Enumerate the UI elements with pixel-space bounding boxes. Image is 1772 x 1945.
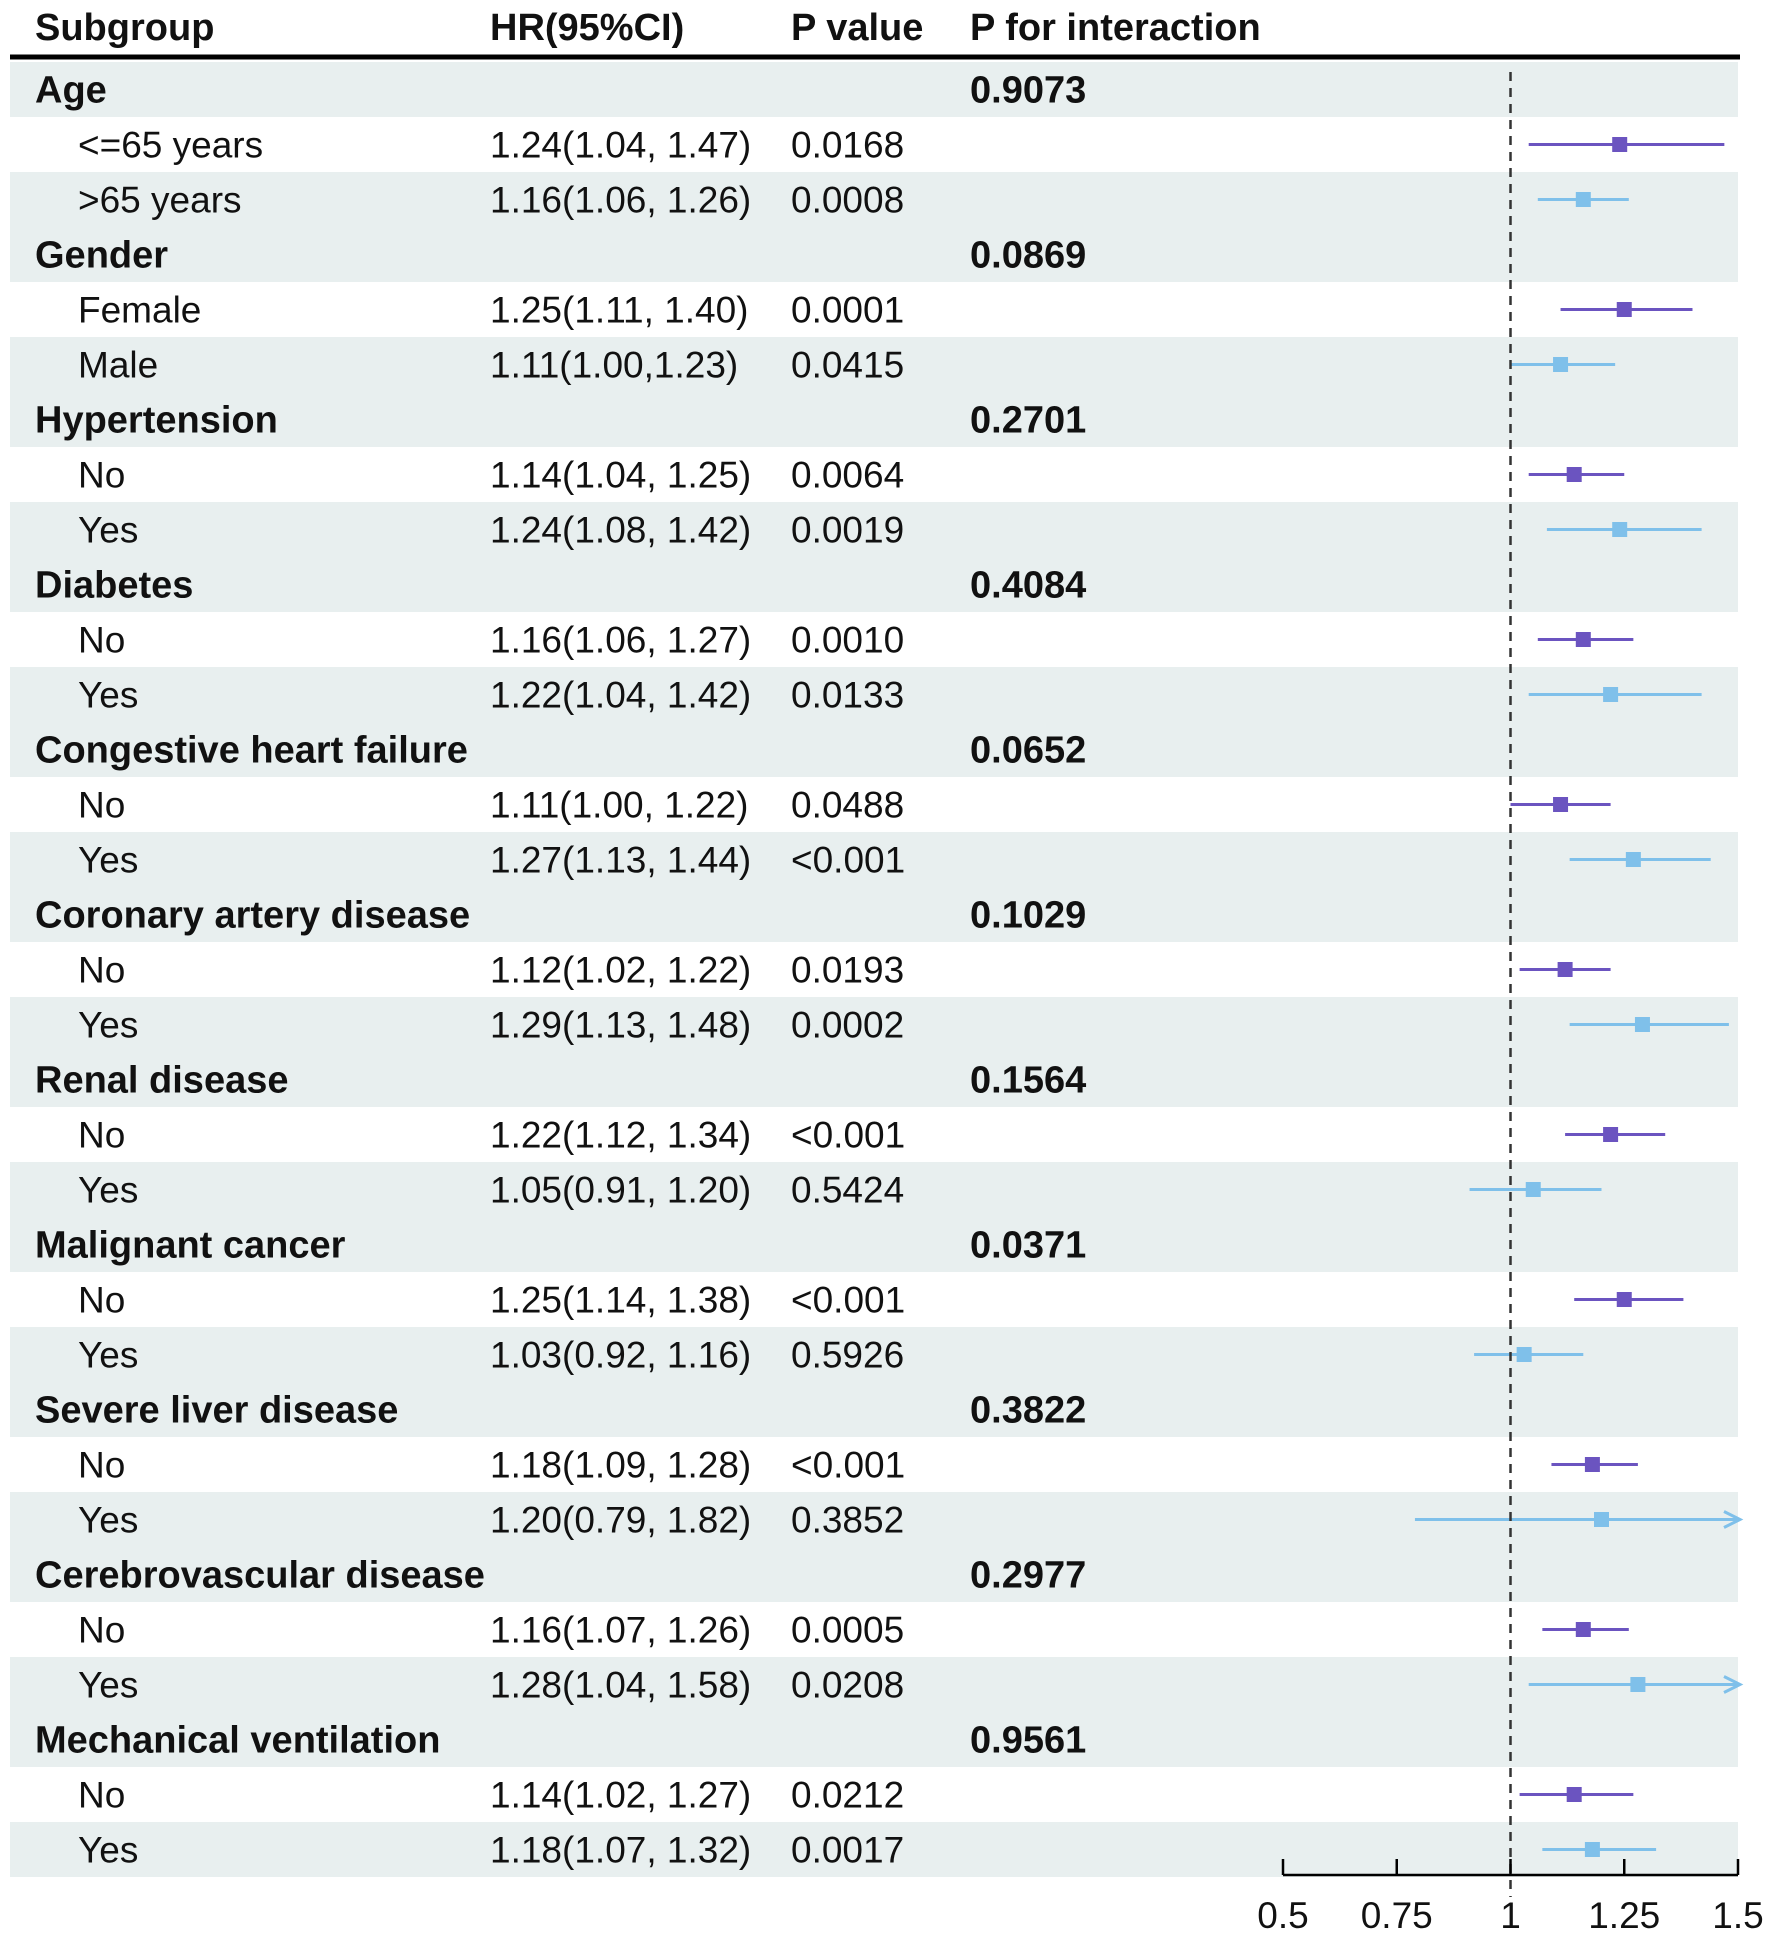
- subgroup-label: No: [78, 949, 126, 991]
- p-value: 0.0005: [791, 1609, 905, 1651]
- hr-ci-value: 1.03(0.92, 1.16): [490, 1334, 752, 1376]
- hr-point: [1617, 302, 1632, 317]
- hr-point: [1576, 192, 1591, 207]
- group-label: Severe liver disease: [35, 1389, 399, 1432]
- hr-ci-value: 1.27(1.13, 1.44): [490, 839, 752, 881]
- hr-ci-value: 1.14(1.02, 1.27): [490, 1774, 752, 1816]
- hr-ci-value: 1.25(1.11, 1.40): [490, 289, 749, 331]
- group-p-interaction: 0.9073: [970, 69, 1087, 112]
- p-value: <0.001: [791, 1444, 906, 1486]
- header-p-interaction: P for interaction: [970, 7, 1261, 49]
- group-label: Malignant cancer: [35, 1224, 346, 1267]
- hr-point: [1612, 522, 1627, 537]
- hr-point: [1612, 137, 1627, 152]
- p-value: 0.0168: [791, 124, 905, 166]
- p-value: <0.001: [791, 1279, 906, 1321]
- hr-point: [1617, 1292, 1632, 1307]
- subgroup-label: Female: [78, 289, 202, 331]
- hr-point: [1603, 1127, 1618, 1142]
- hr-ci-value: 1.29(1.13, 1.48): [490, 1004, 752, 1046]
- hr-point: [1553, 357, 1568, 372]
- x-tick-label: 1: [1500, 1895, 1521, 1936]
- group-row-bg: [10, 62, 1738, 117]
- p-value: 0.0415: [791, 344, 905, 386]
- subgroup-label: No: [78, 1444, 126, 1486]
- hr-point: [1567, 1787, 1582, 1802]
- subgroup-label: Yes: [78, 674, 139, 716]
- group-p-interaction: 0.3822: [970, 1389, 1087, 1432]
- hr-ci-value: 1.22(1.04, 1.42): [490, 674, 752, 716]
- group-label: Mechanical ventilation: [35, 1719, 441, 1762]
- hr-point: [1585, 1457, 1600, 1472]
- hr-ci-value: 1.16(1.06, 1.27): [490, 619, 752, 661]
- hr-point: [1576, 632, 1591, 647]
- group-label: Cerebrovascular disease: [35, 1554, 485, 1597]
- hr-point: [1517, 1347, 1532, 1362]
- hr-ci-value: 1.16(1.06, 1.26): [490, 179, 752, 221]
- p-value: 0.3852: [791, 1499, 905, 1541]
- table-header: [10, 7, 1740, 57]
- subgroup-label: Yes: [78, 839, 139, 881]
- p-value: 0.0212: [791, 1774, 905, 1816]
- hr-ci-value: 1.22(1.12, 1.34): [490, 1114, 752, 1156]
- p-value: 0.0019: [791, 509, 905, 551]
- subgroup-label: No: [78, 784, 126, 826]
- subgroup-label: Male: [78, 344, 159, 386]
- hr-point: [1626, 852, 1641, 867]
- p-value: 0.0008: [791, 179, 905, 221]
- hr-point: [1635, 1017, 1650, 1032]
- group-label: Age: [35, 69, 107, 112]
- subgroup-label: >65 years: [78, 179, 242, 221]
- group-p-interaction: 0.0371: [970, 1224, 1087, 1267]
- hr-ci-value: 1.12(1.02, 1.22): [490, 949, 752, 991]
- p-value: 0.0001: [791, 289, 905, 331]
- p-value: <0.001: [791, 839, 906, 881]
- x-tick-label: 1.25: [1588, 1895, 1661, 1936]
- subgroup-label: No: [78, 1279, 126, 1321]
- subgroup-label: Yes: [78, 1004, 139, 1046]
- hr-point: [1594, 1512, 1609, 1527]
- subgroup-label: No: [78, 1114, 126, 1156]
- hr-ci-value: 1.25(1.14, 1.38): [490, 1279, 752, 1321]
- group-label: Diabetes: [35, 564, 194, 607]
- hr-ci-value: 1.28(1.04, 1.58): [490, 1664, 752, 1706]
- hr-ci-value: 1.11(1.00, 1.22): [490, 784, 749, 826]
- group-label: Renal disease: [35, 1059, 289, 1102]
- hr-ci-value: 1.24(1.08, 1.42): [490, 509, 752, 551]
- group-label: Gender: [35, 234, 169, 277]
- group-label: Coronary artery disease: [35, 894, 471, 937]
- p-value: 0.5926: [791, 1334, 905, 1376]
- group-label: Congestive heart failure: [35, 729, 468, 772]
- group-label: Hypertension: [35, 399, 278, 442]
- hr-ci-value: 1.20(0.79, 1.82): [490, 1499, 752, 1541]
- p-value: 0.0193: [791, 949, 905, 991]
- hr-ci-value: 1.16(1.07, 1.26): [490, 1609, 752, 1651]
- hr-ci-value: 1.05(0.91, 1.20): [490, 1169, 752, 1211]
- subgroup-label: No: [78, 454, 126, 496]
- subgroup-label: Yes: [78, 1499, 139, 1541]
- subgroup-label: Yes: [78, 509, 139, 551]
- hr-point: [1553, 797, 1568, 812]
- p-value: 0.5424: [791, 1169, 905, 1211]
- subgroup-label: Yes: [78, 1169, 139, 1211]
- x-tick-label: 1.5: [1712, 1895, 1764, 1936]
- header-subgroup: Subgroup: [35, 7, 215, 49]
- hr-point: [1567, 467, 1582, 482]
- hr-ci-value: 1.18(1.07, 1.32): [490, 1829, 752, 1871]
- p-value: <0.001: [791, 1114, 906, 1156]
- header-hr: HR(95%CI): [490, 7, 685, 49]
- group-p-interaction: 0.1029: [970, 894, 1087, 937]
- p-value: 0.0017: [791, 1829, 905, 1871]
- group-row-bg: [10, 557, 1738, 612]
- p-value: 0.0208: [791, 1664, 905, 1706]
- group-p-interaction: 0.1564: [970, 1059, 1087, 1102]
- group-p-interaction: 0.0869: [970, 234, 1087, 277]
- hr-ci-value: 1.14(1.04, 1.25): [490, 454, 752, 496]
- p-value: 0.0002: [791, 1004, 905, 1046]
- x-tick-label: 0.5: [1257, 1895, 1309, 1936]
- hr-point: [1603, 687, 1618, 702]
- hr-point: [1576, 1622, 1591, 1637]
- hr-ci-value: 1.11(1.00,1.23): [490, 344, 739, 386]
- p-value: 0.0064: [791, 454, 905, 496]
- hr-ci-value: 1.18(1.09, 1.28): [490, 1444, 752, 1486]
- group-p-interaction: 0.2701: [970, 399, 1087, 442]
- subgroup-label: Yes: [78, 1334, 139, 1376]
- group-p-interaction: 0.4084: [970, 564, 1087, 607]
- group-p-interaction: 0.0652: [970, 729, 1087, 772]
- hr-point: [1558, 962, 1573, 977]
- hr-ci-value: 1.24(1.04, 1.47): [490, 124, 752, 166]
- hr-point: [1585, 1842, 1600, 1857]
- group-p-interaction: 0.9561: [970, 1719, 1087, 1762]
- p-value: 0.0488: [791, 784, 905, 826]
- subgroup-label: Yes: [78, 1829, 139, 1871]
- subgroup-label: <=65 years: [78, 124, 264, 166]
- group-row-bg: [10, 227, 1738, 282]
- hr-point: [1526, 1182, 1541, 1197]
- subgroup-label: No: [78, 1774, 126, 1816]
- hr-point: [1630, 1677, 1645, 1692]
- header-p-value: P value: [791, 7, 924, 49]
- p-value: 0.0010: [791, 619, 905, 661]
- subgroup-label: No: [78, 1609, 126, 1651]
- x-tick-label: 0.75: [1360, 1895, 1433, 1936]
- p-value: 0.0133: [791, 674, 905, 716]
- group-p-interaction: 0.2977: [970, 1554, 1087, 1597]
- subgroup-label: Yes: [78, 1664, 139, 1706]
- subgroup-label: No: [78, 619, 126, 661]
